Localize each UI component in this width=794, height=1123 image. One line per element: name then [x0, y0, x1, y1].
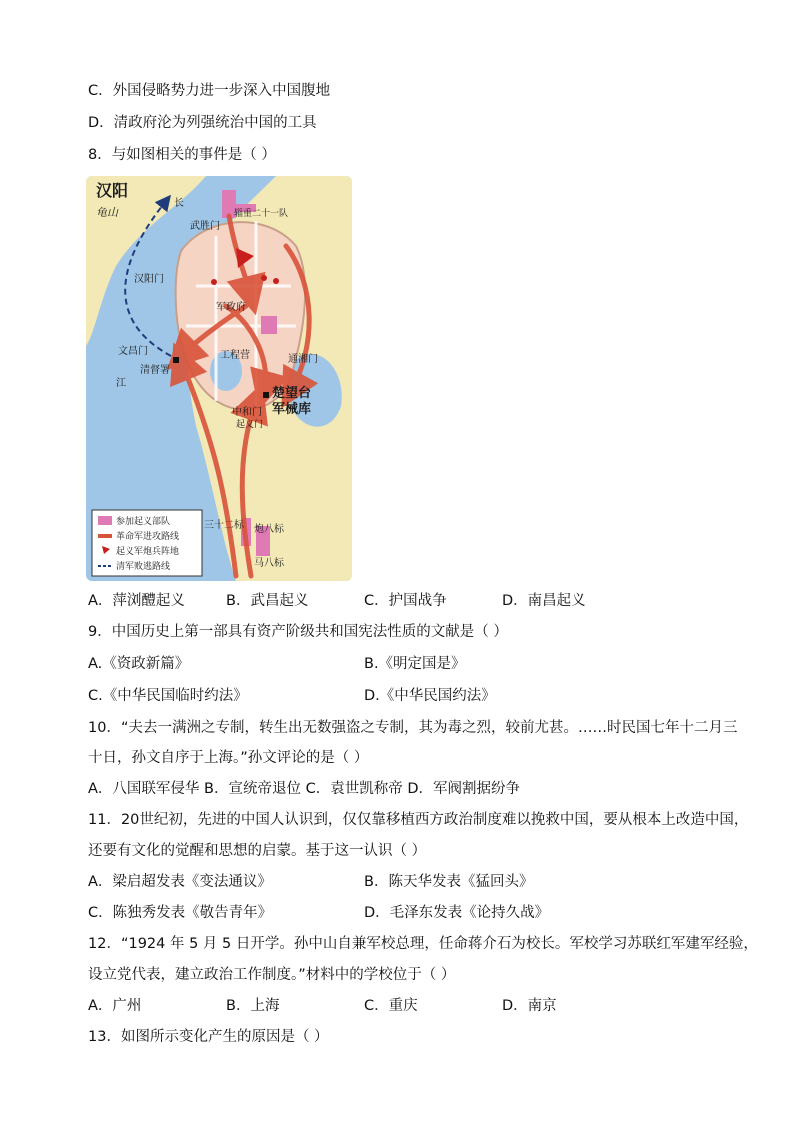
svg-text:中和门: 中和门 — [232, 407, 262, 418]
q11-option-b: B．陈天华发表《猛回头》 — [364, 874, 534, 890]
svg-text:起义军炮兵阵地: 起义军炮兵阵地 — [116, 547, 180, 557]
q11-stem-line1: 11．20世纪初，先进的中国人认识到，仅仅靠移植西方政治制度难以挽救中国，要从根本上改造中国， — [88, 812, 749, 828]
q11-option-a: A．梁启超发表《变法通议》 — [88, 874, 272, 890]
svg-text:军械库: 军械库 — [272, 402, 312, 417]
svg-text:工程营: 工程营 — [220, 350, 250, 361]
q8-stem: 8．与如图相关的事件是（ ） — [88, 147, 276, 163]
svg-text:参加起义部队: 参加起义部队 — [116, 517, 171, 527]
svg-text:长: 长 — [174, 198, 184, 209]
q12-option-b: B．上海 — [226, 998, 280, 1014]
svg-text:江: 江 — [116, 378, 126, 389]
svg-text:革命军进攻路线: 革命军进攻路线 — [116, 532, 180, 542]
svg-text:军政府: 军政府 — [216, 302, 246, 313]
q8-option-d: D．南昌起义 — [502, 593, 586, 609]
svg-text:三十二标: 三十二标 — [204, 520, 244, 531]
q9-option-a: A.《资政新篇》 — [88, 656, 190, 672]
svg-text:马八标: 马八标 — [254, 558, 284, 569]
q12-option-d: D．南京 — [502, 998, 557, 1014]
svg-text:起义门: 起义门 — [236, 420, 264, 430]
q12-stem-line1: 12．“1924 年 5 月 5 日开学。孙中山自兼军校总理，任命蒋介石为校长。军校学习苏联红军建军经验， — [88, 936, 758, 952]
svg-text:楚望台: 楚望台 — [272, 386, 312, 401]
svg-text:龟山: 龟山 — [96, 206, 118, 219]
q10-stem-line1: 10．“夫去一满洲之专制，转生出无数强盗之专制，其为毒之烈，较前尤甚。……时民国七年十二月三 — [88, 720, 738, 736]
q11-option-d: D．毛泽东发表《论持久战》 — [364, 905, 550, 921]
q11-stem-line2: 还要有文化的觉醒和思想的启蒙。基于这一认识（ ） — [88, 843, 427, 859]
svg-text:武胜门: 武胜门 — [190, 221, 220, 232]
svg-text:汉阳门: 汉阳门 — [134, 274, 164, 285]
q13-stem: 13．如图所示变化产生的原因是（ ） — [88, 1029, 329, 1045]
q11-option-c: C．陈独秀发表《敬告青年》 — [88, 905, 273, 921]
svg-text:辎重二十一队: 辎重二十一队 — [234, 209, 289, 219]
q12-option-a: A．广州 — [88, 998, 142, 1014]
q12-option-c: C．重庆 — [364, 998, 418, 1014]
svg-text:通湘门: 通湘门 — [288, 354, 318, 365]
q8-option-b: B．武昌起义 — [226, 593, 309, 609]
q10-options: A．八国联军侵华 B．宣统帝退位 C．袁世凯称帝 D．军阀割据纷争 — [88, 781, 520, 797]
q8-option-c: C．护国战争 — [364, 593, 447, 609]
option-c-prev: C．外国侵略势力进一步深入中国腹地 — [88, 83, 331, 99]
svg-text:炮八标: 炮八标 — [254, 524, 284, 535]
q9-stem: 9．中国历史上第一部具有资产阶级共和国宪法性质的文献是（ ） — [88, 624, 508, 640]
q9-option-c: C.《中华民国临时约法》 — [88, 688, 248, 704]
svg-text:清军败逃路线: 清军败逃路线 — [116, 562, 171, 572]
svg-text:汉阳: 汉阳 — [96, 181, 129, 200]
q12-stem-line2: 设立党代表，建立政治工作制度。”材料中的学校位于（ ） — [88, 967, 456, 983]
svg-text:清督署: 清督署 — [140, 365, 170, 376]
svg-text:文昌门: 文昌门 — [118, 346, 148, 357]
q9-option-d: D.《中华民国约法》 — [364, 688, 496, 704]
map-legend — [92, 510, 202, 576]
q8-option-a: A．萍浏醴起义 — [88, 593, 185, 609]
q8-map — [86, 176, 352, 581]
q9-option-b: B.《明定国是》 — [364, 656, 466, 672]
option-d-prev: D．清政府沦为列强统治中国的工具 — [88, 115, 317, 131]
q10-stem-line2: 十日，孙文自序于上海。”孙文评论的是（ ） — [88, 750, 369, 766]
